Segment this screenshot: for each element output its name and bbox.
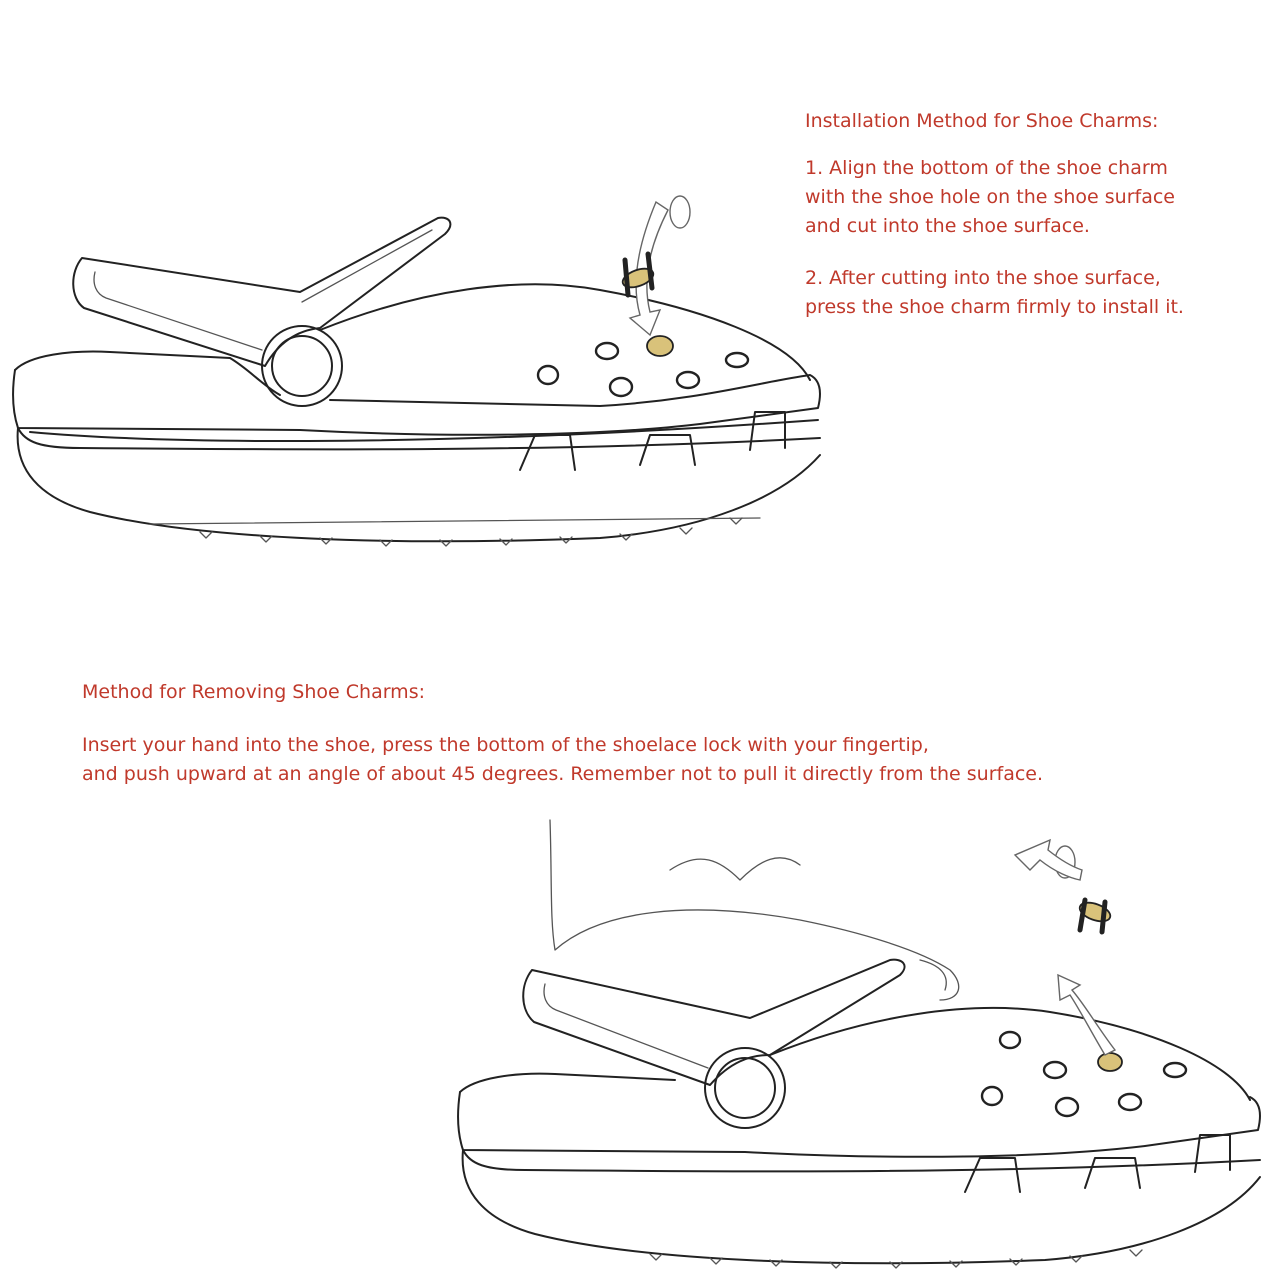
install-step-1-line: 1. Align the bottom of the shoe charm [805,157,1168,179]
install-step-2-line: press the shoe charm firmly to install it. [805,296,1184,318]
remove-instructions [82,731,1043,789]
clog-install-icon [0,180,840,560]
install-step-2 [805,264,1184,322]
install-step-1 [805,154,1175,241]
install-step-1-line: and cut into the shoe surface. [805,215,1090,237]
remove-line: and push upward at an angle of about 45 degrees. Remember not to pull it directly from the surface. [82,763,1044,785]
install-step-2-line: 2. After cutting into the shoe surface, [805,267,1161,289]
clog-remove-icon [440,800,1280,1280]
install-heading: Installation Method for Shoe Charms: [805,110,1159,132]
install-step-1-line: with the shoe hole on the shoe surface [805,186,1175,208]
remove-heading: Method for Removing Shoe Charms: [82,681,425,703]
remove-line: Insert your hand into the shoe, press the bottom of the shoelace lock with your fingertip, [82,734,929,756]
